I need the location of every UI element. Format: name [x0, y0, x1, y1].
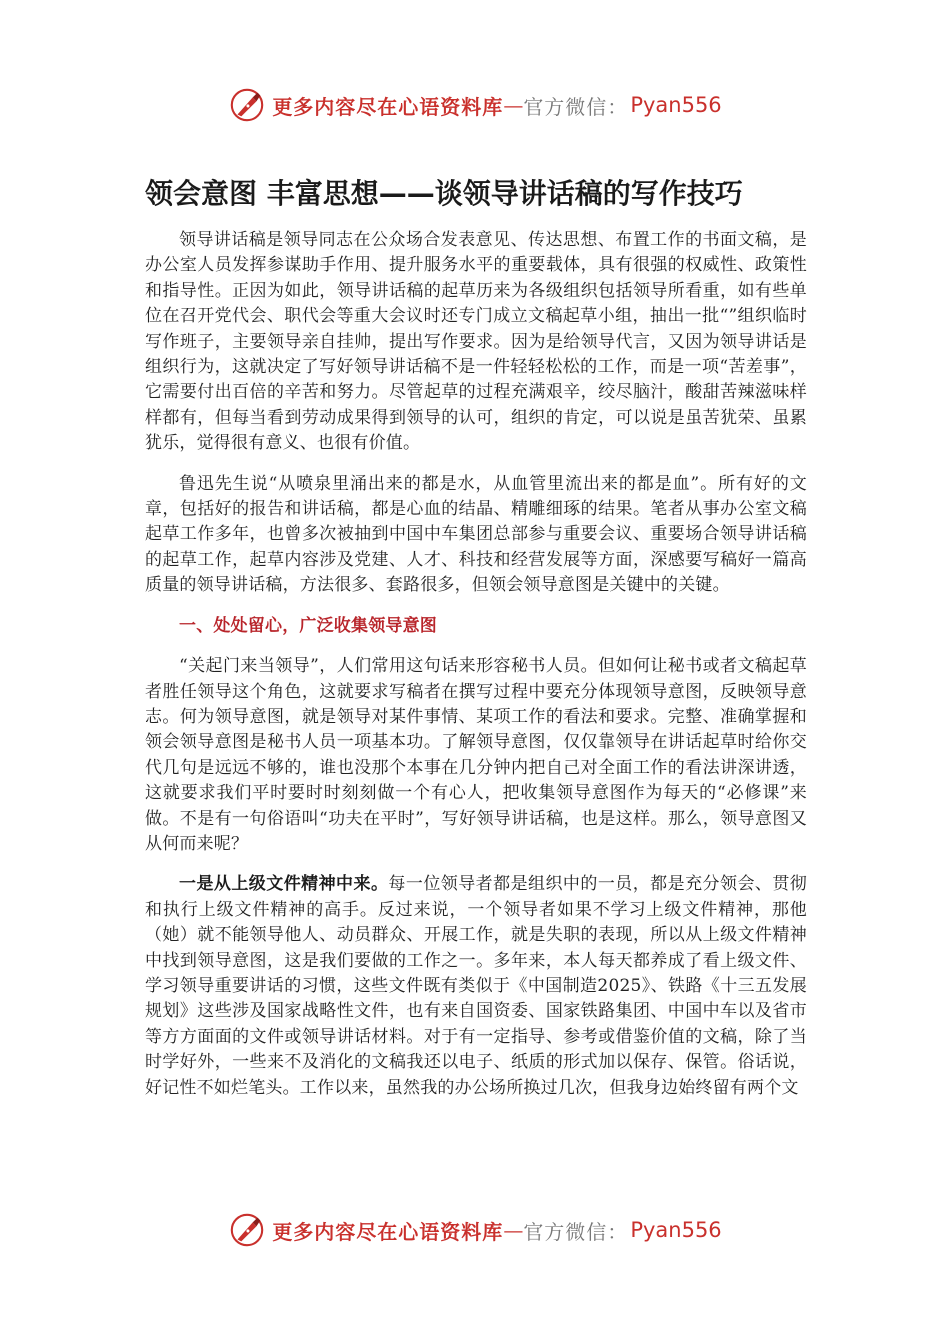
wechat-label: 官方微信：	[523, 1219, 629, 1244]
paragraph-intro: 领导讲话稿是领导同志在公众场合发表意见、传达思想、布置工作的书面文稿，是办公室人员发挥参谋助手作用、提升服务水平的重要载体，具有很强的权威性、政策性和指导性。正因为如此，领导讲话稿的起草历来为各级组织包括领导所看重，如有些单位在召开党代会、职代会等重大会议时还专门成立文稿起草小组，抽出一批“”组织临时写作班子，主要领导亲自挂帅，提出写作要求。因为是给领导代言，又因为领导讲话是组织行为，这就决定了写好领导讲话稿不是一件轻轻松松的工作，而是一项“苦差事”，它需要付出百倍的辛苦和努力。尽管起草的过程充满艰辛，绞尽脑汁，酸甜苦辣滋味样样都有，但每当看到劳动成果得到领导的认可，组织的肯定，可以说是虽苦犹荣、虽累犹乐，觉得很有意义、也很有价值。	[145, 230, 807, 454]
wechat-id: Pyan556	[630, 93, 722, 117]
banner-dash: —	[503, 1218, 524, 1242]
brand-text: 更多内容尽在心语资料库	[272, 1219, 504, 1244]
section-heading-1: 一、处处留心，广泛收集领导意图	[179, 615, 437, 636]
paragraph-leader-intent: “关起门来当领导”，人们常用这句话来形容秘书人员。但如何让秘书或者文稿起草者胜任领导这个角色，这就要求写稿者在撰写过程中要充分体现领导意图，反映领导意志。何为领导意图，就是领导对某件事情、某项工作的看法和要求。完整、准确掌握和领会领导意图是秘书人员一项基本功。了解领导意图，仅仅靠领导在讲话起草时给你交代几句是远远不够的，谁也没那个本事在几分钟内把自己对全面工作的看法讲深讲透，这就要求我们平时要时时刻刻做一个有心人，把收集领导意图作为每天的“必修课”来做。不是有一句俗语叫“功夫在平时”，写好领导讲话稿，也是这样。那么，领导意图又从何而来呢？	[145, 656, 807, 854]
banner-dash: —	[503, 93, 524, 117]
footer-banner	[0, 1205, 950, 1255]
pen-nib-circle-icon	[228, 86, 266, 124]
document-title: 领会意图 丰富思想——谈领导讲话稿的写作技巧	[145, 177, 743, 210]
document-body	[145, 228, 807, 1116]
paragraph-body-text: 每一位领导者都是组织中的一员，都是充分领会、贯彻和执行上级文件精神的高手。反过来说，一个领导者如果不学习上级文件精神，那他（她）就不能领导他人、动员群众、开展工作，就是失职的表现，所以从上级文件精神中找到领导意图，这是我们要做的工作之一。多年来，本人每天都养成了看上级文件、学习领导重要讲话的习惯，这些文件既有类似于《中国制造2025》、铁路《十三五发展规划》这些涉及国家战略性文件，也有来自国资委、国家铁路集团、中国中车以及省市等方方面面的文件或领导讲话材料。对于有一定指导、参考或借鉴价值的文稿，除了当时学好外，一些来不及消化的文稿我还以电子、纸质的形式加以保存、保管。俗话说，好记性不如烂笔头。工作以来，虽然我的办公场所换过几次，但我身边始终留有两个文	[145, 874, 807, 1098]
pen-nib-circle-icon	[228, 1211, 266, 1249]
paragraph-superior-documents	[145, 872, 807, 1101]
wechat-label: 官方微信：	[523, 94, 629, 119]
brand-text: 更多内容尽在心语资料库	[272, 94, 504, 119]
paragraph-lead-phrase: 一是从上级文件精神中来。	[179, 874, 389, 895]
paragraph-lu-xun-quote: 鲁迅先生说“从喷泉里涌出来的都是水，从血管里流出来的都是血”。所有好的文章，包括好的报告和讲话稿，都是心血的结晶、精雕细琢的结果。笔者从事办公室文稿起草工作多年，也曾多次被抽到中国中车集团总部参与重要会议、重要场合领导讲话稿的起草工作，起草内容涉及党建、人才、科技和经营发展等方面，深感要写稿好一篇高质量的领导讲话稿，方法很多、套路很多，但领会领导意图是关键中的关键。	[145, 473, 807, 596]
header-banner	[0, 80, 950, 130]
wechat-id: Pyan556	[630, 1218, 722, 1242]
